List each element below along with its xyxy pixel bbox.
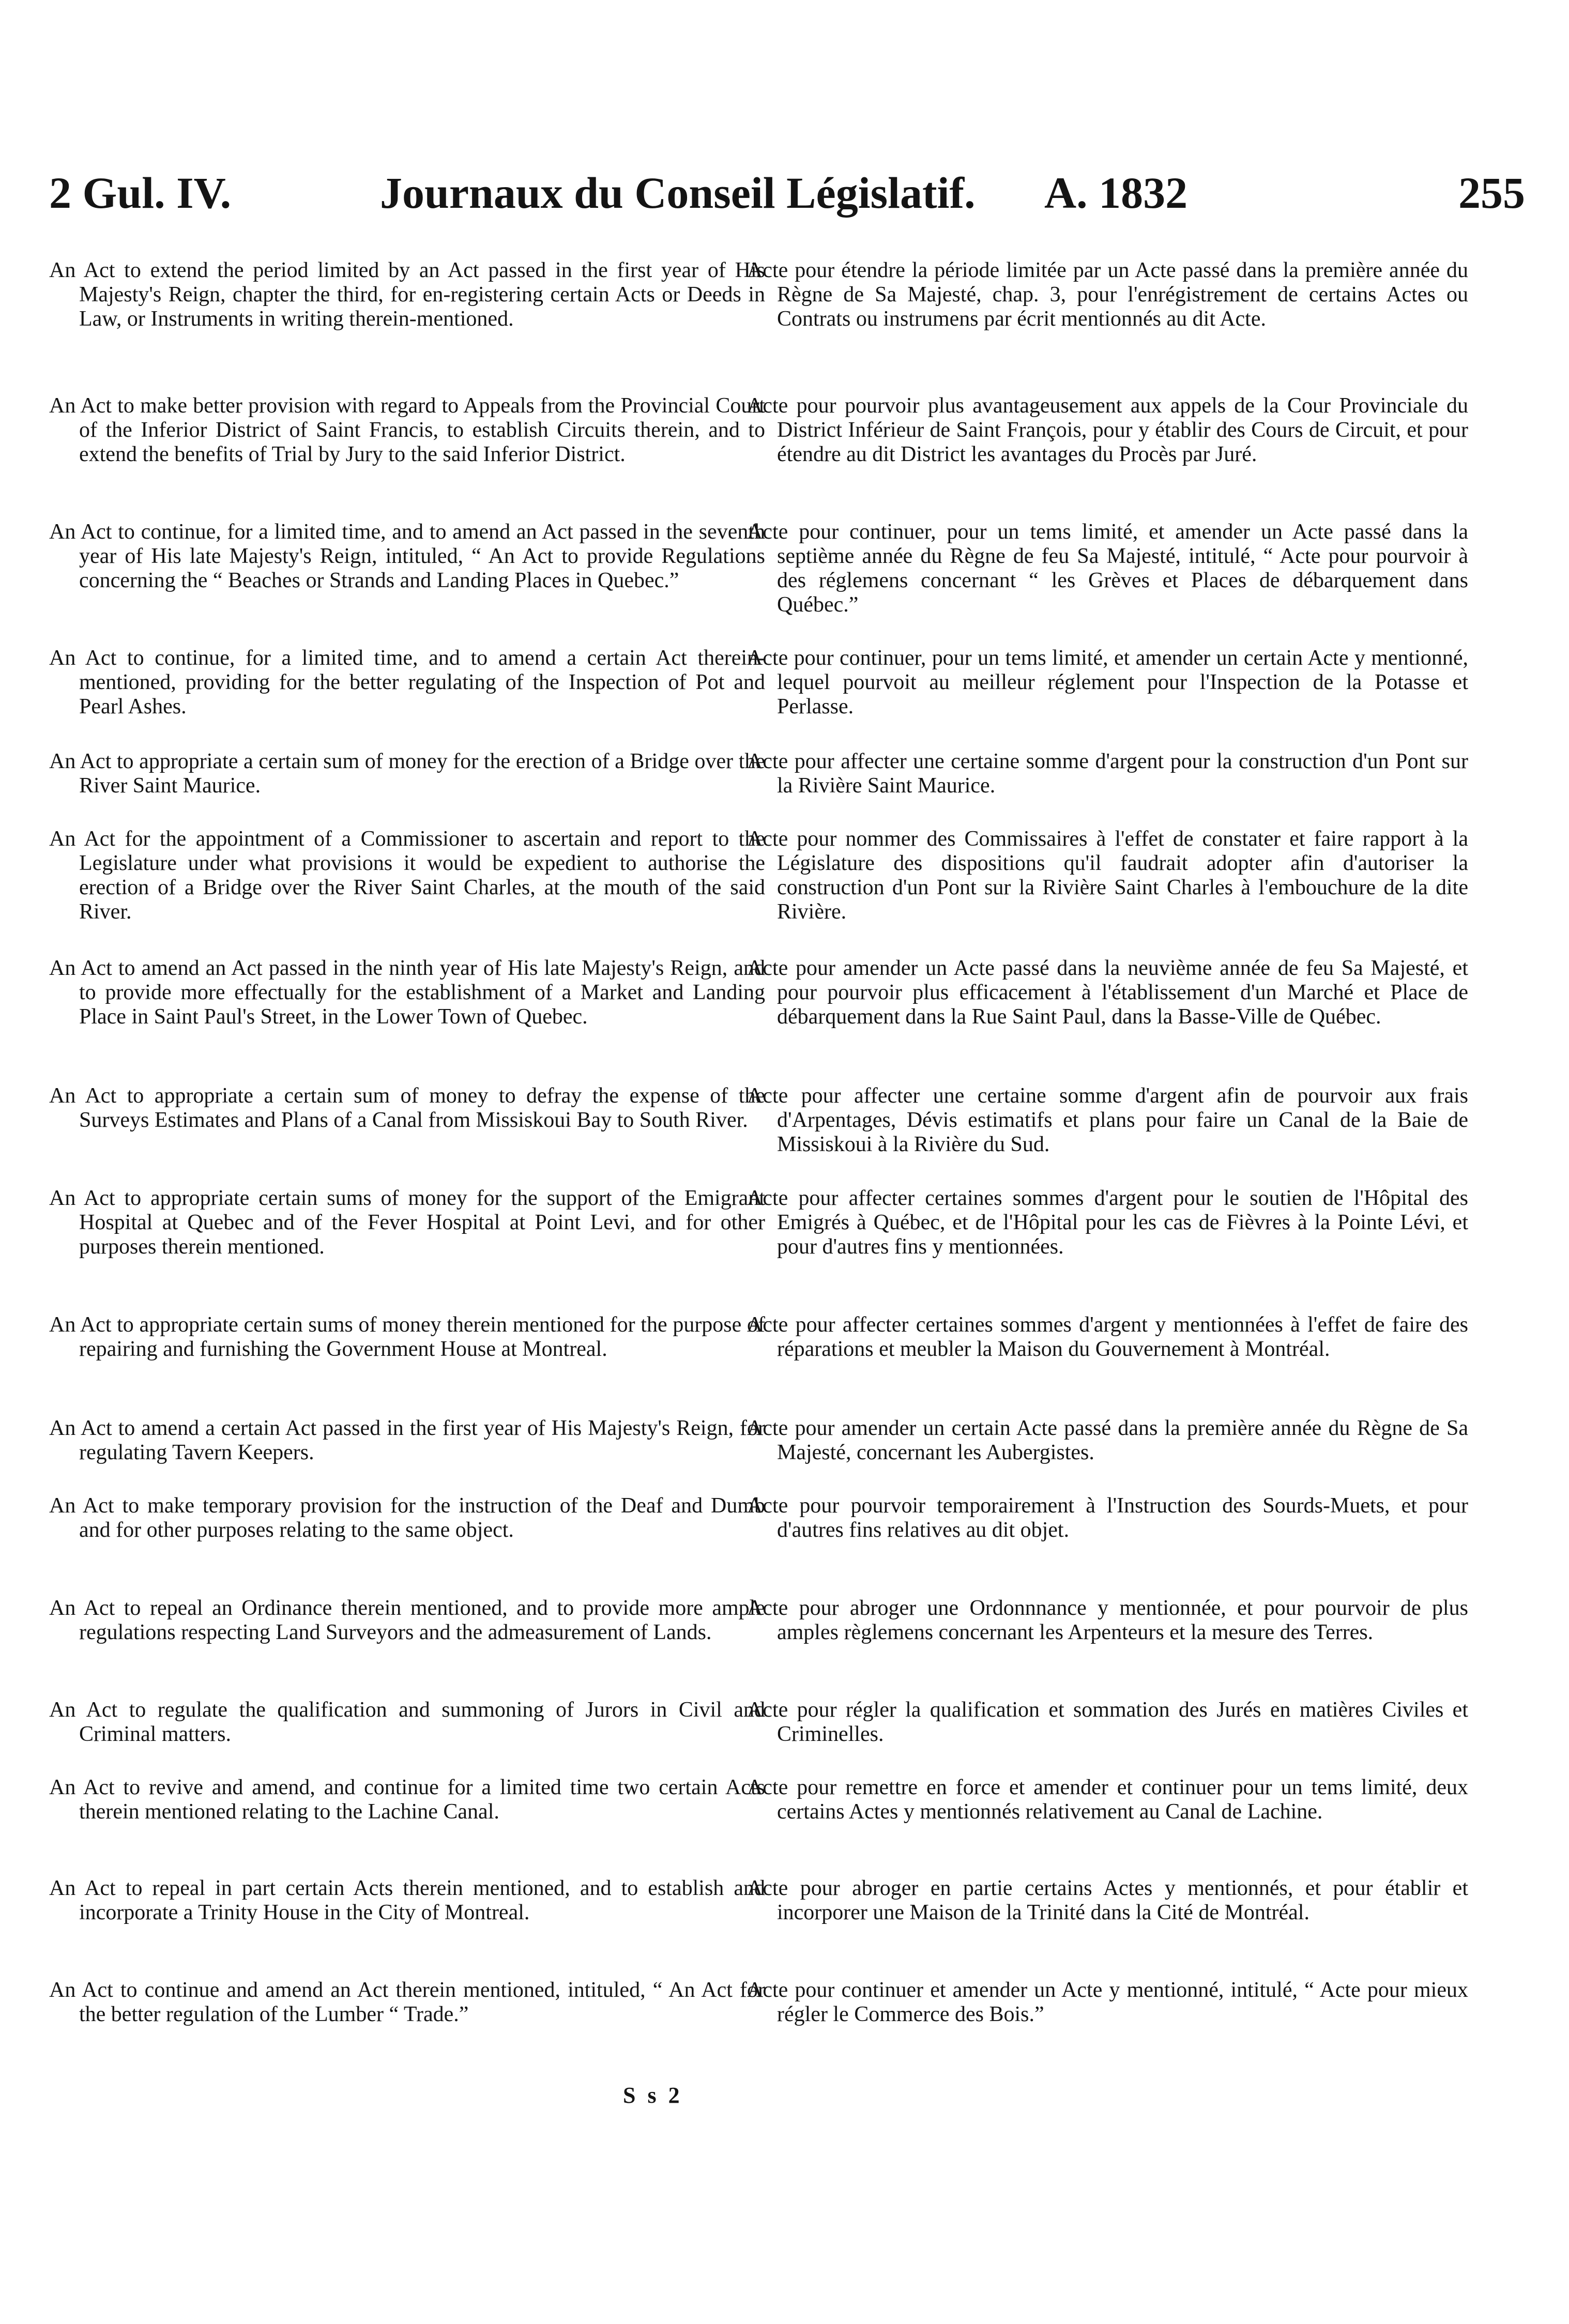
english-act: An Act to make better provision with regard to Appeals from the Provincial Court of the Inferior District of Saint Francis, to establish Circuits therein, and to extend the benefits of Trial by Jury to the said Inferior District. bbox=[49, 394, 765, 466]
english-act: An Act to regulate the qualification and summoning of Jurors in Civil and Criminal matters. bbox=[49, 1698, 765, 1746]
english-act: An Act to amend an Act passed in the ninth year of His late Majesty's Reign, and to provide more effectually for the establishment of a Market and Landing Place in Saint Paul's Street, in the Lower Town of Quebec. bbox=[49, 956, 765, 1029]
french-act: Acte pour amender un Acte passé dans la neuvième année de feu Sa Majesté, et pour pourvoir plus efficacement à l'établissement d'un Marché et Place de débarquement dans la Rue Saint Paul, dans la Basse-Ville de Québec. bbox=[747, 956, 1468, 1029]
french-act: Acte pour pourvoir plus avantageusement aux appels de la Cour Provinciale du District Inférieur de Saint François, pour y établir des Cours de Circuit, et pour étendre au dit District les avantages du Procès par Juré. bbox=[747, 394, 1468, 466]
french-act: Acte pour continuer, pour un tems limité, et amender un Acte passé dans la septième année du Règne de feu Sa Majesté, intitulé, “ Acte pour pourvoir à des réglemens concernant “ les Grèves et Places de débarquement dans Québec.” bbox=[747, 520, 1468, 617]
french-act: Acte pour amender un certain Acte passé dans la première année du Règne de Sa Majesté, concernant les Aubergistes. bbox=[747, 1416, 1468, 1464]
english-act: An Act to revive and amend, and continue for a limited time two certain Acts therein mentioned relating to the Lachine Canal. bbox=[49, 1776, 765, 1824]
english-act: An Act to continue and amend an Act therein mentioned, intituled, “ An Act for the better regulation of the Lumber “ Trade.” bbox=[49, 1978, 765, 2026]
regnal-year: 2 Gul. IV. bbox=[49, 168, 232, 218]
english-act: An Act to extend the period limited by an Act passed in the first year of His Majesty's Reign, chapter the third, for en-registering certain Acts or Deeds in Law, or Instruments in writing therein-mentioned. bbox=[49, 258, 765, 331]
english-act: An Act to continue, for a limited time, and to amend a certain Act therein-mentioned, providing for the better regulating of the Inspection of Pot and Pearl Ashes. bbox=[49, 646, 765, 718]
page-number: 255 bbox=[1458, 168, 1525, 218]
english-act: An Act to amend a certain Act passed in the first year of His Majesty's Reign, for regulating Tavern Keepers. bbox=[49, 1416, 765, 1464]
english-act: An Act to appropriate certain sums of money therein mentioned for the purpose of repairing and furnishing the Government House at Montreal. bbox=[49, 1313, 765, 1361]
french-act: Acte pour étendre la période limitée par un Acte passé dans la première année du Règne de Sa Majesté, chap. 3, pour l'enrégistrement de certains Actes ou Contrats ou instrumens par écrit mentionnés au dit Acte. bbox=[747, 258, 1468, 331]
journal-year: A. 1832 bbox=[1044, 168, 1188, 218]
signature-mark: S s 2 bbox=[623, 2083, 683, 2108]
french-act: Acte pour remettre en force et amender et continuer pour un tems limité, deux certains Actes y mentionnés relativement au Canal de Lachine. bbox=[747, 1776, 1468, 1824]
english-act: An Act for the appointment of a Commissioner to ascertain and report to the Legislature under what provisions it would be expedient to authorise the erection of a Bridge over the River Saint Charles, at the mouth of the said River. bbox=[49, 827, 765, 924]
french-act: Acte pour abroger une Ordonnnance y mentionnée, et pour pourvoir de plus amples règlemens concernant les Arpenteurs et la mesure des Terres. bbox=[747, 1596, 1468, 1644]
french-act: Acte pour continuer, pour un tems limité, et amender un certain Acte y mentionné, lequel pourvoit au meilleur réglement pour l'Inspection de la Potasse et Perlasse. bbox=[747, 646, 1468, 718]
english-act: An Act to repeal an Ordinance therein mentioned, and to provide more ample regulations respecting Land Surveyors and the admeasurement of Lands. bbox=[49, 1596, 765, 1644]
english-act: An Act to appropriate a certain sum of money to defray the expense of the Surveys Estimates and Plans of a Canal from Missiskoui Bay to South River. bbox=[49, 1084, 765, 1132]
french-act: Acte pour nommer des Commissaires à l'effet de constater et faire rapport à la Législature des dispositions qu'il faudrait adopter afin d'autoriser la construction d'un Pont sur la Rivière Saint Charles à l'embouchure de la dite Rivière. bbox=[747, 827, 1468, 924]
french-act: Acte pour affecter une certaine somme d'argent pour la construction d'un Pont sur la Rivière Saint Maurice. bbox=[747, 750, 1468, 798]
english-act: An Act to continue, for a limited time, and to amend an Act passed in the seventh year of His late Majesty's Reign, intituled, “ An Act to provide Regulations concerning the “ Beaches or Strands and Landing Places in Quebec.” bbox=[49, 520, 765, 592]
french-act: Acte pour affecter certaines sommes d'argent y mentionnées à l'effet de faire des réparations et meubler la Maison du Gouvernement à Montréal. bbox=[747, 1313, 1468, 1361]
french-act: Acte pour pourvoir temporairement à l'Instruction des Sourds-Muets, et pour d'autres fins relatives au dit objet. bbox=[747, 1494, 1468, 1542]
english-act: An Act to repeal in part certain Acts therein mentioned, and to establish and incorporate a Trinity House in the City of Montreal. bbox=[49, 1876, 765, 1924]
french-act: Acte pour affecter une certaine somme d'argent afin de pourvoir aux frais d'Arpentages, Dévis estimatifs et plans pour faire un Canal de la Baie de Missiskoui à la Rivière du Sud. bbox=[747, 1084, 1468, 1156]
french-act: Acte pour abroger en partie certains Actes y mentionnés, et pour établir et incorporer une Maison de la Trinité dans la Cité de Montréal. bbox=[747, 1876, 1468, 1924]
english-act: An Act to appropriate certain sums of money for the support of the Emigrant Hospital at Quebec and of the Fever Hospital at Point Levi, and for other purposes therein mentioned. bbox=[49, 1186, 765, 1259]
english-act: An Act to make temporary provision for the instruction of the Deaf and Dumb and for other purposes relating to the same object. bbox=[49, 1494, 765, 1542]
journal-title: Journaux du Conseil Législatif. bbox=[380, 168, 976, 218]
english-act: An Act to appropriate a certain sum of money for the erection of a Bridge over the River Saint Maurice. bbox=[49, 750, 765, 798]
page-header bbox=[49, 164, 1525, 221]
french-act: Acte pour régler la qualification et sommation des Jurés en matières Civiles et Criminelles. bbox=[747, 1698, 1468, 1746]
french-act: Acte pour affecter certaines sommes d'argent pour le soutien de l'Hôpital des Emigrés à Québec, et de l'Hôpital pour les cas de Fièvres à la Pointe Lévi, et pour d'autres fins y mentionnées. bbox=[747, 1186, 1468, 1259]
french-act: Acte pour continuer et amender un Acte y mentionné, intitulé, “ Acte pour mieux régler le Commerce des Bois.” bbox=[747, 1978, 1468, 2026]
